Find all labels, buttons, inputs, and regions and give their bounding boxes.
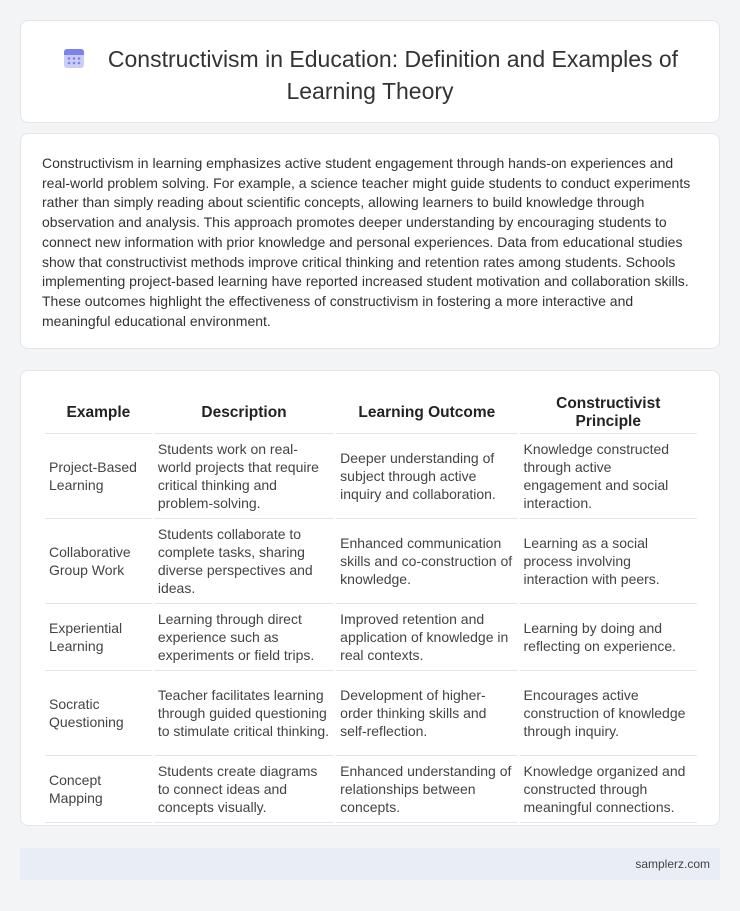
cell-example: Project-Based Learning	[45, 434, 152, 519]
header-constructivist-principle: Constructivist Principle	[520, 391, 697, 434]
footer	[20, 848, 720, 880]
cell-example: Concept Mapping	[45, 756, 152, 823]
cell-description: Students create diagrams to connect ideas and concepts visually.	[154, 756, 334, 823]
footer-site-link[interactable]: samplerz.com	[635, 857, 710, 871]
cell-example: Experiential Learning	[45, 604, 152, 671]
header-example: Example	[45, 391, 152, 434]
table-header-row	[45, 391, 697, 434]
table-card	[20, 370, 720, 826]
cell-example: Collaborative Group Work	[45, 519, 152, 604]
header-learning-outcome: Learning Outcome	[336, 391, 517, 434]
cell-principle: Knowledge constructed through active engagement and social interaction.	[520, 434, 697, 519]
calendar-icon	[62, 46, 86, 70]
title-card	[20, 20, 720, 123]
intro-card	[20, 133, 720, 349]
examples-table	[43, 391, 699, 823]
cell-principle: Encourages active construction of knowledge through inquiry.	[520, 671, 697, 756]
table-row	[45, 604, 697, 671]
cell-learning-outcome: Enhanced understanding of relationships between concepts.	[336, 756, 517, 823]
cell-learning-outcome: Enhanced communication skills and co-construction of knowledge.	[336, 519, 517, 604]
page-title: Constructivism in Education: Definition and Examples of Learning Theory	[107, 46, 679, 104]
page-title-wrap	[21, 43, 719, 107]
cell-description: Learning through direct experience such as experiments or field trips.	[154, 604, 334, 671]
cell-description: Students work on real-world projects that require critical thinking and problem-solving.	[154, 434, 334, 519]
table-row	[45, 434, 697, 519]
cell-learning-outcome: Development of higher-order thinking skills and self-reflection.	[336, 671, 517, 756]
cell-principle: Learning by doing and reflecting on experience.	[520, 604, 697, 671]
cell-example: Socratic Questioning	[45, 671, 152, 756]
table-row	[45, 519, 697, 604]
table-row	[45, 671, 697, 756]
header-description: Description	[154, 391, 334, 434]
cell-description: Students collaborate to complete tasks, sharing diverse perspectives and ideas.	[154, 519, 334, 604]
cell-learning-outcome: Deeper understanding of subject through active inquiry and collaboration.	[336, 434, 517, 519]
cell-principle: Learning as a social process involving interaction with peers.	[520, 519, 697, 604]
table-row	[45, 756, 697, 823]
cell-learning-outcome: Improved retention and application of knowledge in real contexts.	[336, 604, 517, 671]
cell-principle: Knowledge organized and constructed through meaningful connections.	[520, 756, 697, 823]
cell-description: Teacher facilitates learning through guided questioning to stimulate critical thinking.	[154, 671, 334, 756]
intro-paragraph: Constructivism in learning emphasizes active student engagement through hands-on experiences and real-world problem solving. For example, a science teacher might guide students to conduct experiments rather than simply reading about scientific concepts, allowing learners to build knowledge through observation and analysis. This approach promotes deeper understanding by encouraging students to connect new information with prior knowledge and personal experiences. Data from educational studies show that constructivist methods improve critical thinking and retention rates among students. Schools implementing project-based learning have reported increased student motivation and collaboration skills. These outcomes highlight the effectiveness of constructivism in fostering a more interactive and meaningful educational environment.	[42, 155, 691, 329]
